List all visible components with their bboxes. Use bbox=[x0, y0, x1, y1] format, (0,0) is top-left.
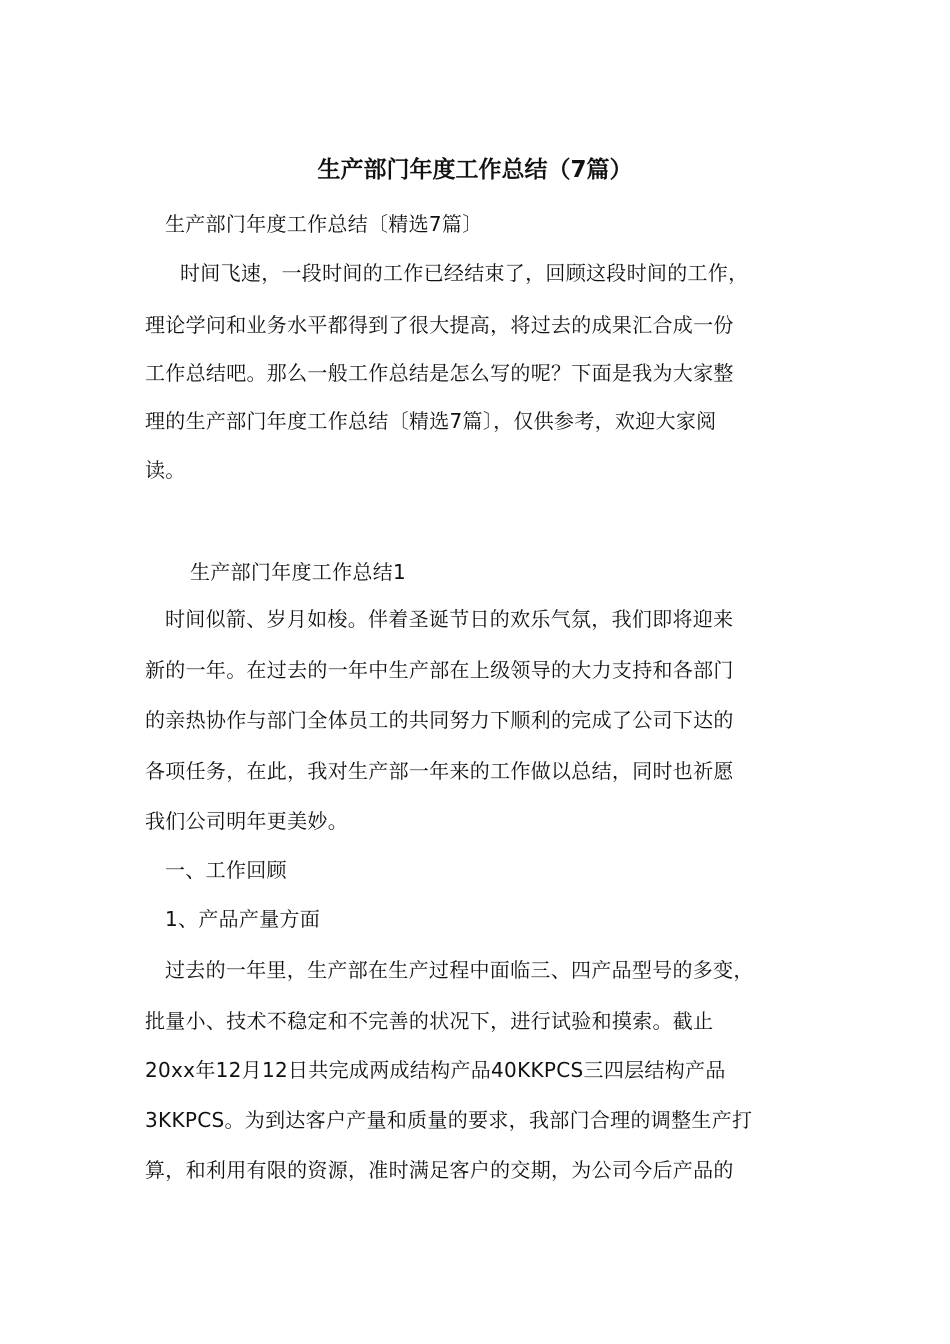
subsection-heading: 一、工作回顾 bbox=[165, 858, 287, 882]
document-subtitle: 生产部门年度工作总结〔精选7篇〕 bbox=[165, 212, 483, 236]
product-paragraph-line: 算，和利用有限的资源，准时满足客户的交期，为公司今后产品的 bbox=[145, 1158, 734, 1182]
section-paragraph-line: 各项任务，在此，我对生产部一年来的工作做以总结，同时也祈愿 bbox=[145, 759, 734, 783]
intro-line: 理论学问和业务水平都得到了很大提高，将过去的成果汇合成一份 bbox=[145, 313, 734, 337]
intro-line: 时间飞速，一段时间的工作已经结束了，回顾这段时间的工作， bbox=[180, 261, 749, 285]
product-paragraph-line: 3KKPCS。为到达客户产量和质量的要求，我部门合理的调整生产打 bbox=[145, 1108, 753, 1132]
section-paragraph-line: 的亲热协作与部门全体员工的共同努力下顺利的完成了公司下达的 bbox=[145, 708, 734, 732]
section-paragraph-line: 我们公司明年更美妙。 bbox=[145, 809, 348, 833]
section-paragraph-line: 新的一年。在过去的一年中生产部在上级领导的大力支持和各部门 bbox=[145, 658, 734, 682]
product-paragraph-line: 批量小、技术不稳定和不完善的状况下，进行试验和摸索。截止 bbox=[145, 1009, 714, 1033]
product-paragraph-line: 20xx年12月12日共完成两成结构产品40KKPCS三四层结构产品 bbox=[145, 1058, 726, 1082]
intro-line: 读。 bbox=[145, 458, 186, 482]
section-paragraph-line: 时间似箭、岁月如梭。伴着圣诞节日的欢乐气氛，我们即将迎来 bbox=[165, 607, 734, 631]
document-title: 生产部门年度工作总结（7篇） bbox=[317, 157, 633, 183]
product-paragraph-line: 过去的一年里，生产部在生产过程中面临三、四产品型号的多变， bbox=[165, 958, 754, 982]
intro-line: 理的生产部门年度工作总结〔精选7篇〕，仅供参考，欢迎大家阅 bbox=[145, 409, 717, 433]
section-heading: 生产部门年度工作总结1 bbox=[190, 560, 407, 584]
intro-line: 工作总结吧。那么一般工作总结是怎么写的呢？下面是我为大家整 bbox=[145, 361, 734, 385]
subsection-heading: 1、产品产量方面 bbox=[165, 907, 321, 931]
